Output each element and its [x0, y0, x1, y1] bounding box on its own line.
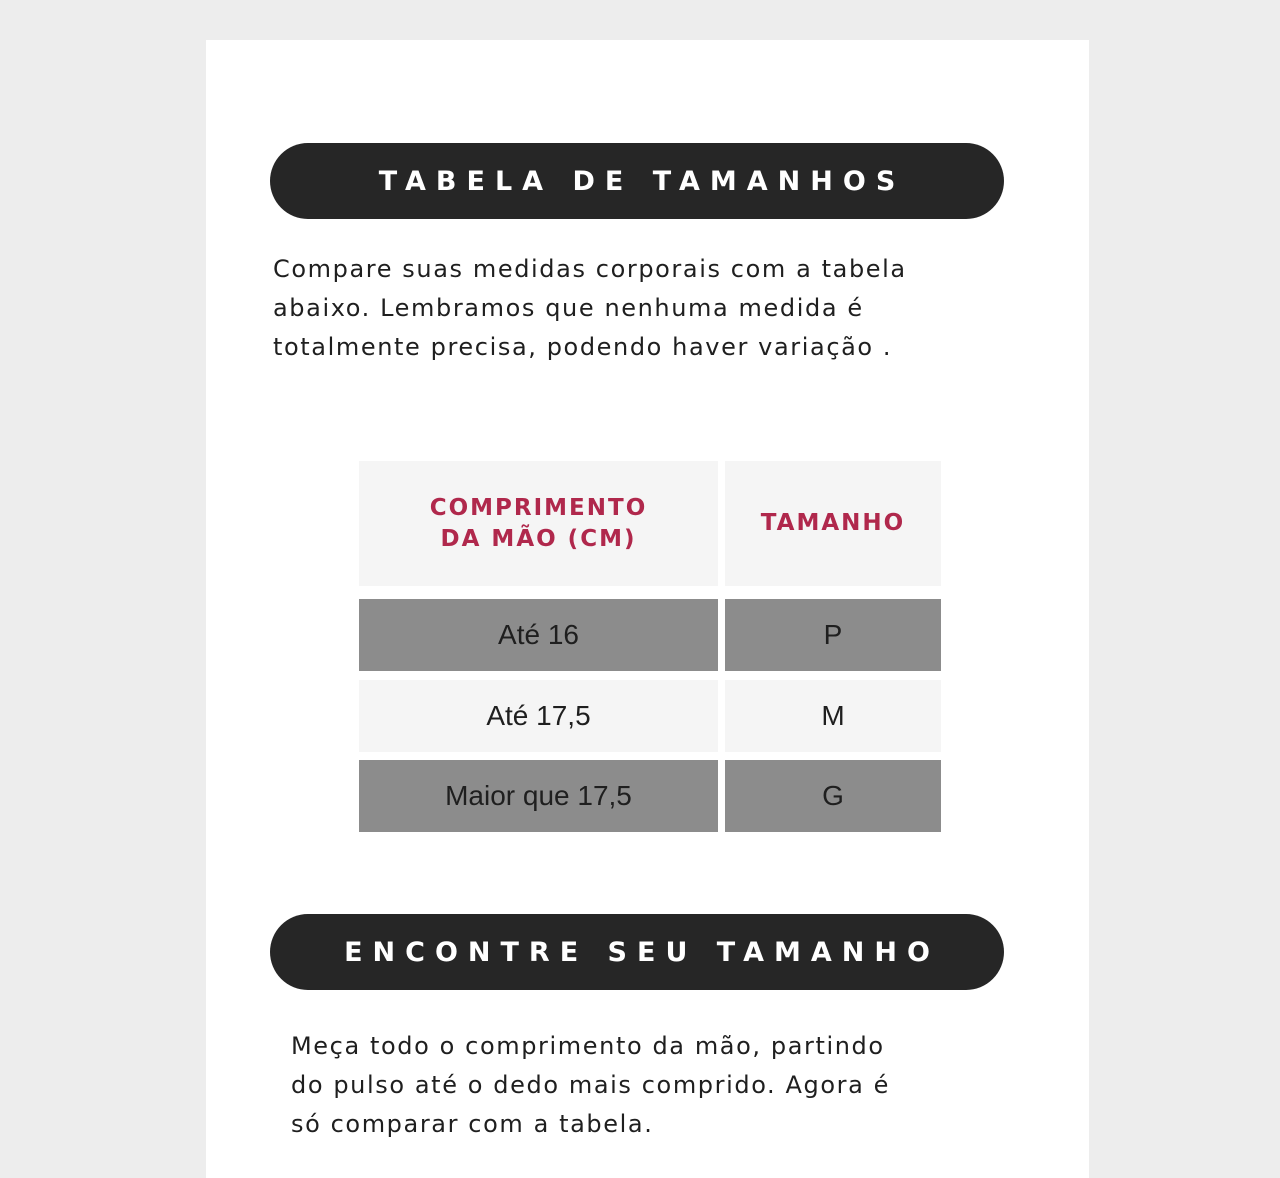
intro-line: Compare suas medidas corporais com a tabela	[273, 255, 907, 283]
size-table-title: TABELA DE TAMANHOS	[378, 165, 906, 197]
table-header-hand-length	[359, 461, 718, 586]
table-header-label: COMPRIMENTO DA MÃO (CM)	[429, 494, 648, 552]
instructions-line: Meça todo o comprimento da mão, partindo	[291, 1032, 885, 1060]
intro-text	[273, 250, 907, 367]
instructions-line: do pulso até o dedo mais comprido. Agora é	[291, 1071, 891, 1099]
size-guide-card	[206, 40, 1089, 1178]
table-header-size	[725, 461, 941, 586]
find-size-title: ENCONTRE SEU TAMANHO	[344, 936, 940, 968]
table-cell-length: Até 16	[359, 599, 718, 671]
intro-line: abaixo. Lembramos que nenhuma medida é	[273, 294, 864, 322]
table-cell-length: Maior que 17,5	[359, 760, 718, 832]
intro-line: totalmente precisa, podendo haver variação .	[273, 333, 893, 361]
table-cell-size: M	[725, 680, 941, 752]
table-cell-length: Até 17,5	[359, 680, 718, 752]
table-cell-size: P	[725, 599, 941, 671]
instructions-text	[291, 1027, 890, 1144]
find-size-title-banner	[270, 914, 1004, 990]
table-header-label: TAMANHO	[760, 510, 906, 536]
table-cell-size: G	[725, 760, 941, 832]
instructions-line: só comparar com a tabela.	[291, 1110, 654, 1138]
size-table-title-banner	[270, 143, 1004, 219]
